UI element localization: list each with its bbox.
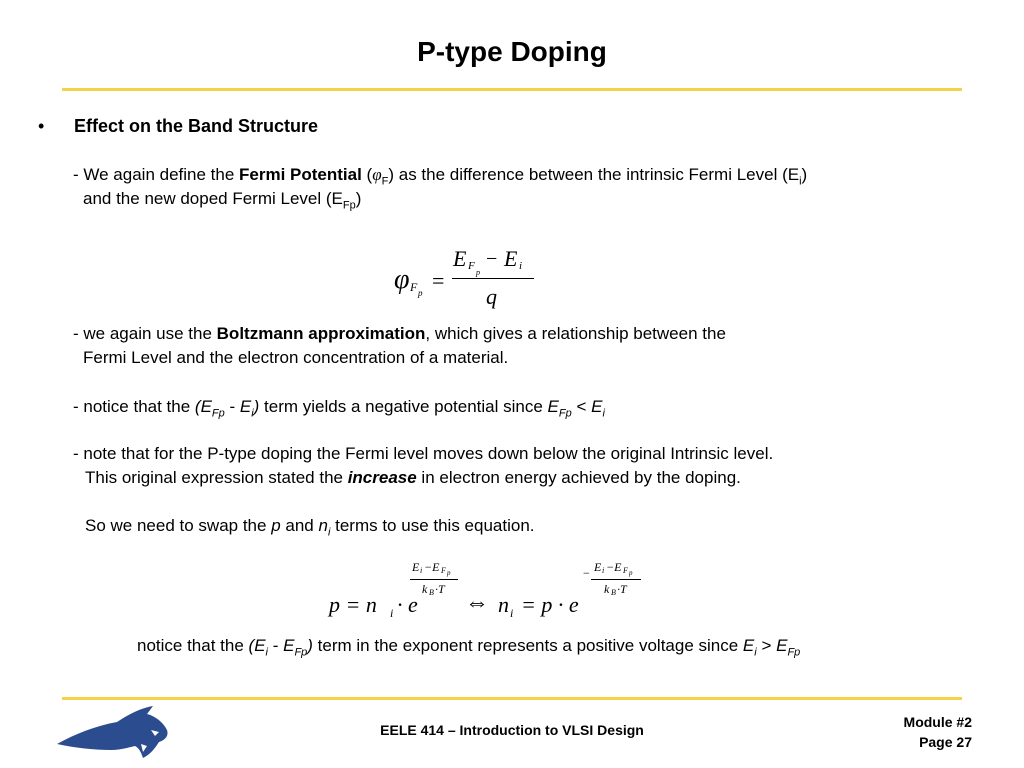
paragraph-negative-potential: - notice that the $(E_{Fp} - E_i)$ term yields a negative potential since $E_{Fp} < E_i$ (73, 397, 605, 420)
footer-divider (62, 697, 962, 700)
paragraph-ptype-note-line2: This original expression stated the increase in electron energy achieved by the doping. (85, 468, 741, 487)
exponent-fraction-bar-1 (410, 579, 458, 580)
paragraph-boltzmann-line2: Fermi Level and the electron concentration of a material. (83, 348, 509, 367)
footer-module-page (904, 712, 972, 752)
footer-module: Module #2 (903, 714, 972, 730)
paragraph-boltzmann: - we again use the Boltzmann approximation, which gives a relationship between the (73, 324, 726, 343)
paragraph-swap-terms: So we need to swap the p and $n_i$ terms to use this equation. (85, 516, 535, 539)
exponent-fraction-bar-2 (591, 579, 641, 580)
bullet-glyph: • (38, 116, 45, 136)
carrier-concentration-equation: p = n i · e E i −E F p k B ·T ⇔ n i = p · e − E i −E F p k B ·T (325, 556, 655, 626)
fraction-bar (452, 278, 534, 279)
page-title: P-type Doping (417, 36, 607, 67)
section-heading: Effect on the Band Structure (74, 116, 319, 136)
paragraph-fermi-potential-line2: and the new doped Fermi Level $(E_{Fp})$ (83, 189, 362, 212)
paragraph-ptype-note: - note that for the P-type doping the Fermi level moves down below the original Intrinsic level. (73, 444, 774, 463)
title-divider (62, 88, 962, 91)
footer-course-title: EELE 414 – Introduction to VLSI Design (380, 722, 644, 738)
footer-page-number: Page 27 (919, 734, 972, 750)
paragraph-fermi-potential: - We again define the Fermi Potential $(\varphi_F)$ as the difference between the intrinsic Fermi Level $(E_i)$ (73, 165, 808, 188)
fermi-potential-equation: φ F p = E F p − E i q (380, 242, 550, 317)
paragraph-positive-voltage: notice that the $(E_i - E_{Fp})$ term in the exponent represents a positive voltage since $E_i > E_{Fp}$ (137, 636, 801, 659)
